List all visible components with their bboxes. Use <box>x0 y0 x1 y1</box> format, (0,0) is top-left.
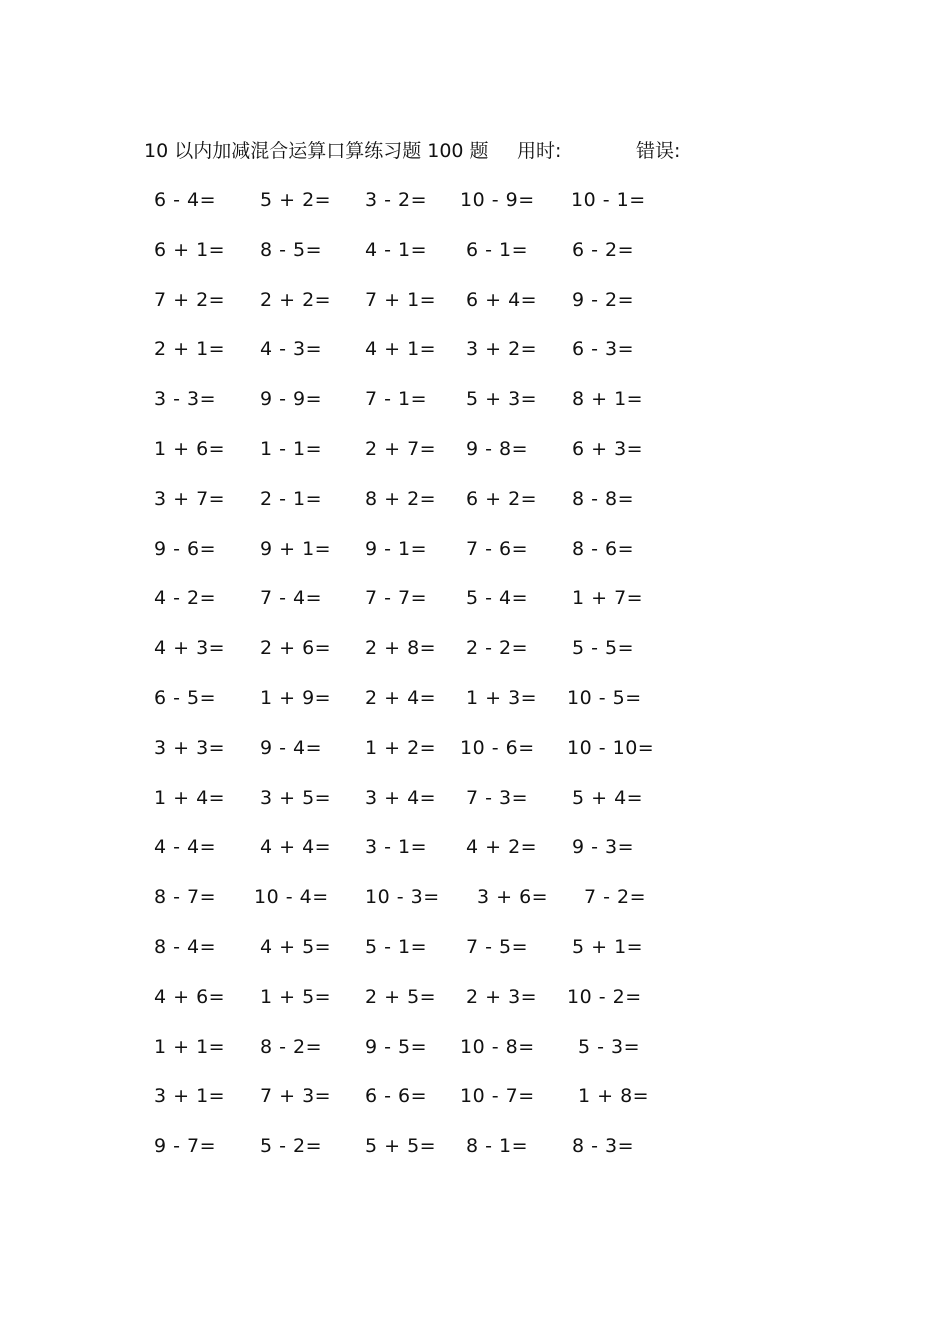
problem-cell: 7 - 7= <box>365 587 428 610</box>
problem-cell: 1 - 1= <box>260 437 323 460</box>
problem-cell: 3 + 2= <box>466 338 538 361</box>
problem-cell: 2 + 1= <box>154 338 226 361</box>
problem-cell: 2 + 5= <box>365 985 437 1008</box>
problem-cell: 2 + 6= <box>260 637 332 660</box>
problem-cell: 6 - 2= <box>572 238 635 261</box>
problem-cell: 4 + 2= <box>466 836 538 859</box>
problem-cell: 1 + 9= <box>260 686 332 709</box>
problem-cell: 5 + 3= <box>466 388 538 411</box>
problem-cell: 1 + 7= <box>572 587 644 610</box>
problem-cell: 1 + 8= <box>578 1085 650 1108</box>
problem-cell: 9 - 3= <box>572 836 635 859</box>
problem-cell: 8 - 7= <box>154 886 217 909</box>
problem-cell: 5 + 4= <box>572 786 644 809</box>
problem-cell: 4 - 1= <box>365 238 428 261</box>
problem-cell: 6 - 5= <box>154 686 217 709</box>
problem-cell: 7 - 4= <box>260 587 323 610</box>
problem-cell: 10 - 1= <box>571 189 646 211</box>
problem-cell: 1 + 4= <box>154 786 226 809</box>
problem-cell: 3 + 5= <box>260 786 332 809</box>
problem-cell: 2 + 4= <box>365 686 437 709</box>
problem-cell: 3 + 1= <box>154 1085 226 1108</box>
problem-cell: 8 - 1= <box>466 1135 529 1158</box>
problem-cell: 1 + 6= <box>154 437 226 460</box>
problem-cell: 3 - 3= <box>154 388 217 411</box>
problem-cell: 10 - 2= <box>567 985 642 1008</box>
problem-cell: 9 - 5= <box>365 1035 428 1058</box>
problem-cell: 2 - 2= <box>466 637 529 660</box>
problem-cell: 1 + 1= <box>154 1035 226 1058</box>
problem-cell: 7 + 2= <box>154 288 226 311</box>
problem-cell: 9 - 7= <box>154 1135 217 1158</box>
problem-cell: 5 + 2= <box>260 189 332 211</box>
problem-cell: 6 + 4= <box>466 288 538 311</box>
problem-cell: 6 - 3= <box>572 338 635 361</box>
problem-cell: 2 + 2= <box>260 288 332 311</box>
problem-cell: 5 + 1= <box>572 935 644 958</box>
problem-cell: 6 - 1= <box>466 238 529 261</box>
problem-cell: 7 - 3= <box>466 786 529 809</box>
problem-cell: 5 - 5= <box>572 637 635 660</box>
time-used-label: 用时: <box>517 140 562 162</box>
problem-cell: 7 - 1= <box>365 388 428 411</box>
problem-cell: 3 + 3= <box>154 736 226 759</box>
problem-cell: 4 - 3= <box>260 338 323 361</box>
problem-cell: 5 - 4= <box>466 587 529 610</box>
problem-cell: 7 - 2= <box>584 886 647 909</box>
problem-cell: 4 + 1= <box>365 338 437 361</box>
problem-cell: 10 - 5= <box>567 686 642 709</box>
problem-cell: 5 - 1= <box>365 935 428 958</box>
problem-cell: 9 - 6= <box>154 537 217 560</box>
problem-cell: 1 + 2= <box>365 736 437 759</box>
problem-cell: 6 - 6= <box>365 1085 428 1108</box>
problem-cell: 2 - 1= <box>260 487 323 510</box>
errors-label: 错误: <box>636 140 681 162</box>
problem-cell: 7 + 1= <box>365 288 437 311</box>
problem-cell: 7 - 6= <box>466 537 529 560</box>
worksheet-title: 10 以内加减混合运算口算练习题 100 题 <box>144 140 489 162</box>
problem-cell: 6 - 4= <box>154 189 217 211</box>
problem-cell: 8 - 3= <box>572 1135 635 1158</box>
problem-cell: 4 - 4= <box>154 836 217 859</box>
problem-cell: 10 - 7= <box>460 1085 535 1108</box>
problem-cell: 9 - 1= <box>365 537 428 560</box>
problem-cell: 3 - 1= <box>365 836 428 859</box>
problem-cell: 4 - 2= <box>154 587 217 610</box>
problem-cell: 1 + 3= <box>466 686 538 709</box>
problem-cell: 9 - 8= <box>466 437 529 460</box>
problem-cell: 3 + 7= <box>154 487 226 510</box>
problem-cell: 10 - 10= <box>567 736 655 759</box>
problem-cell: 8 - 2= <box>260 1035 323 1058</box>
problem-cell: 2 + 3= <box>466 985 538 1008</box>
problem-cell: 8 + 2= <box>365 487 437 510</box>
problem-cell: 3 + 4= <box>365 786 437 809</box>
problem-cell: 10 - 3= <box>365 886 440 909</box>
problem-cell: 8 + 1= <box>572 388 644 411</box>
problem-cell: 7 - 5= <box>466 935 529 958</box>
problem-cell: 2 + 7= <box>365 437 437 460</box>
problem-cell: 8 - 5= <box>260 238 323 261</box>
problem-cell: 2 + 8= <box>365 637 437 660</box>
problem-cell: 4 + 6= <box>154 985 226 1008</box>
problem-cell: 6 + 3= <box>572 437 644 460</box>
problem-cell: 1 + 5= <box>260 985 332 1008</box>
problem-cell: 9 - 9= <box>260 388 323 411</box>
problem-cell: 10 - 9= <box>460 189 535 211</box>
problem-cell: 5 + 5= <box>365 1135 437 1158</box>
problem-cell: 4 + 5= <box>260 935 332 958</box>
problem-cell: 4 + 4= <box>260 836 332 859</box>
problem-cell: 5 - 2= <box>260 1135 323 1158</box>
problem-cell: 9 - 2= <box>572 288 635 311</box>
problem-cell: 10 - 8= <box>460 1035 535 1058</box>
problem-cell: 6 + 1= <box>154 238 226 261</box>
problem-cell: 9 - 4= <box>260 736 323 759</box>
problem-cell: 8 - 8= <box>572 487 635 510</box>
problem-cell: 8 - 4= <box>154 935 217 958</box>
problem-cell: 7 + 3= <box>260 1085 332 1108</box>
problem-cell: 6 + 2= <box>466 487 538 510</box>
problem-cell: 3 + 6= <box>477 886 549 909</box>
problem-cell: 4 + 3= <box>154 637 226 660</box>
problem-cell: 10 - 6= <box>460 736 535 759</box>
problem-cell: 8 - 6= <box>572 537 635 560</box>
problem-cell: 9 + 1= <box>260 537 332 560</box>
problem-cell: 10 - 4= <box>254 886 329 909</box>
problem-cell: 3 - 2= <box>365 189 428 211</box>
problem-cell: 5 - 3= <box>578 1035 641 1058</box>
